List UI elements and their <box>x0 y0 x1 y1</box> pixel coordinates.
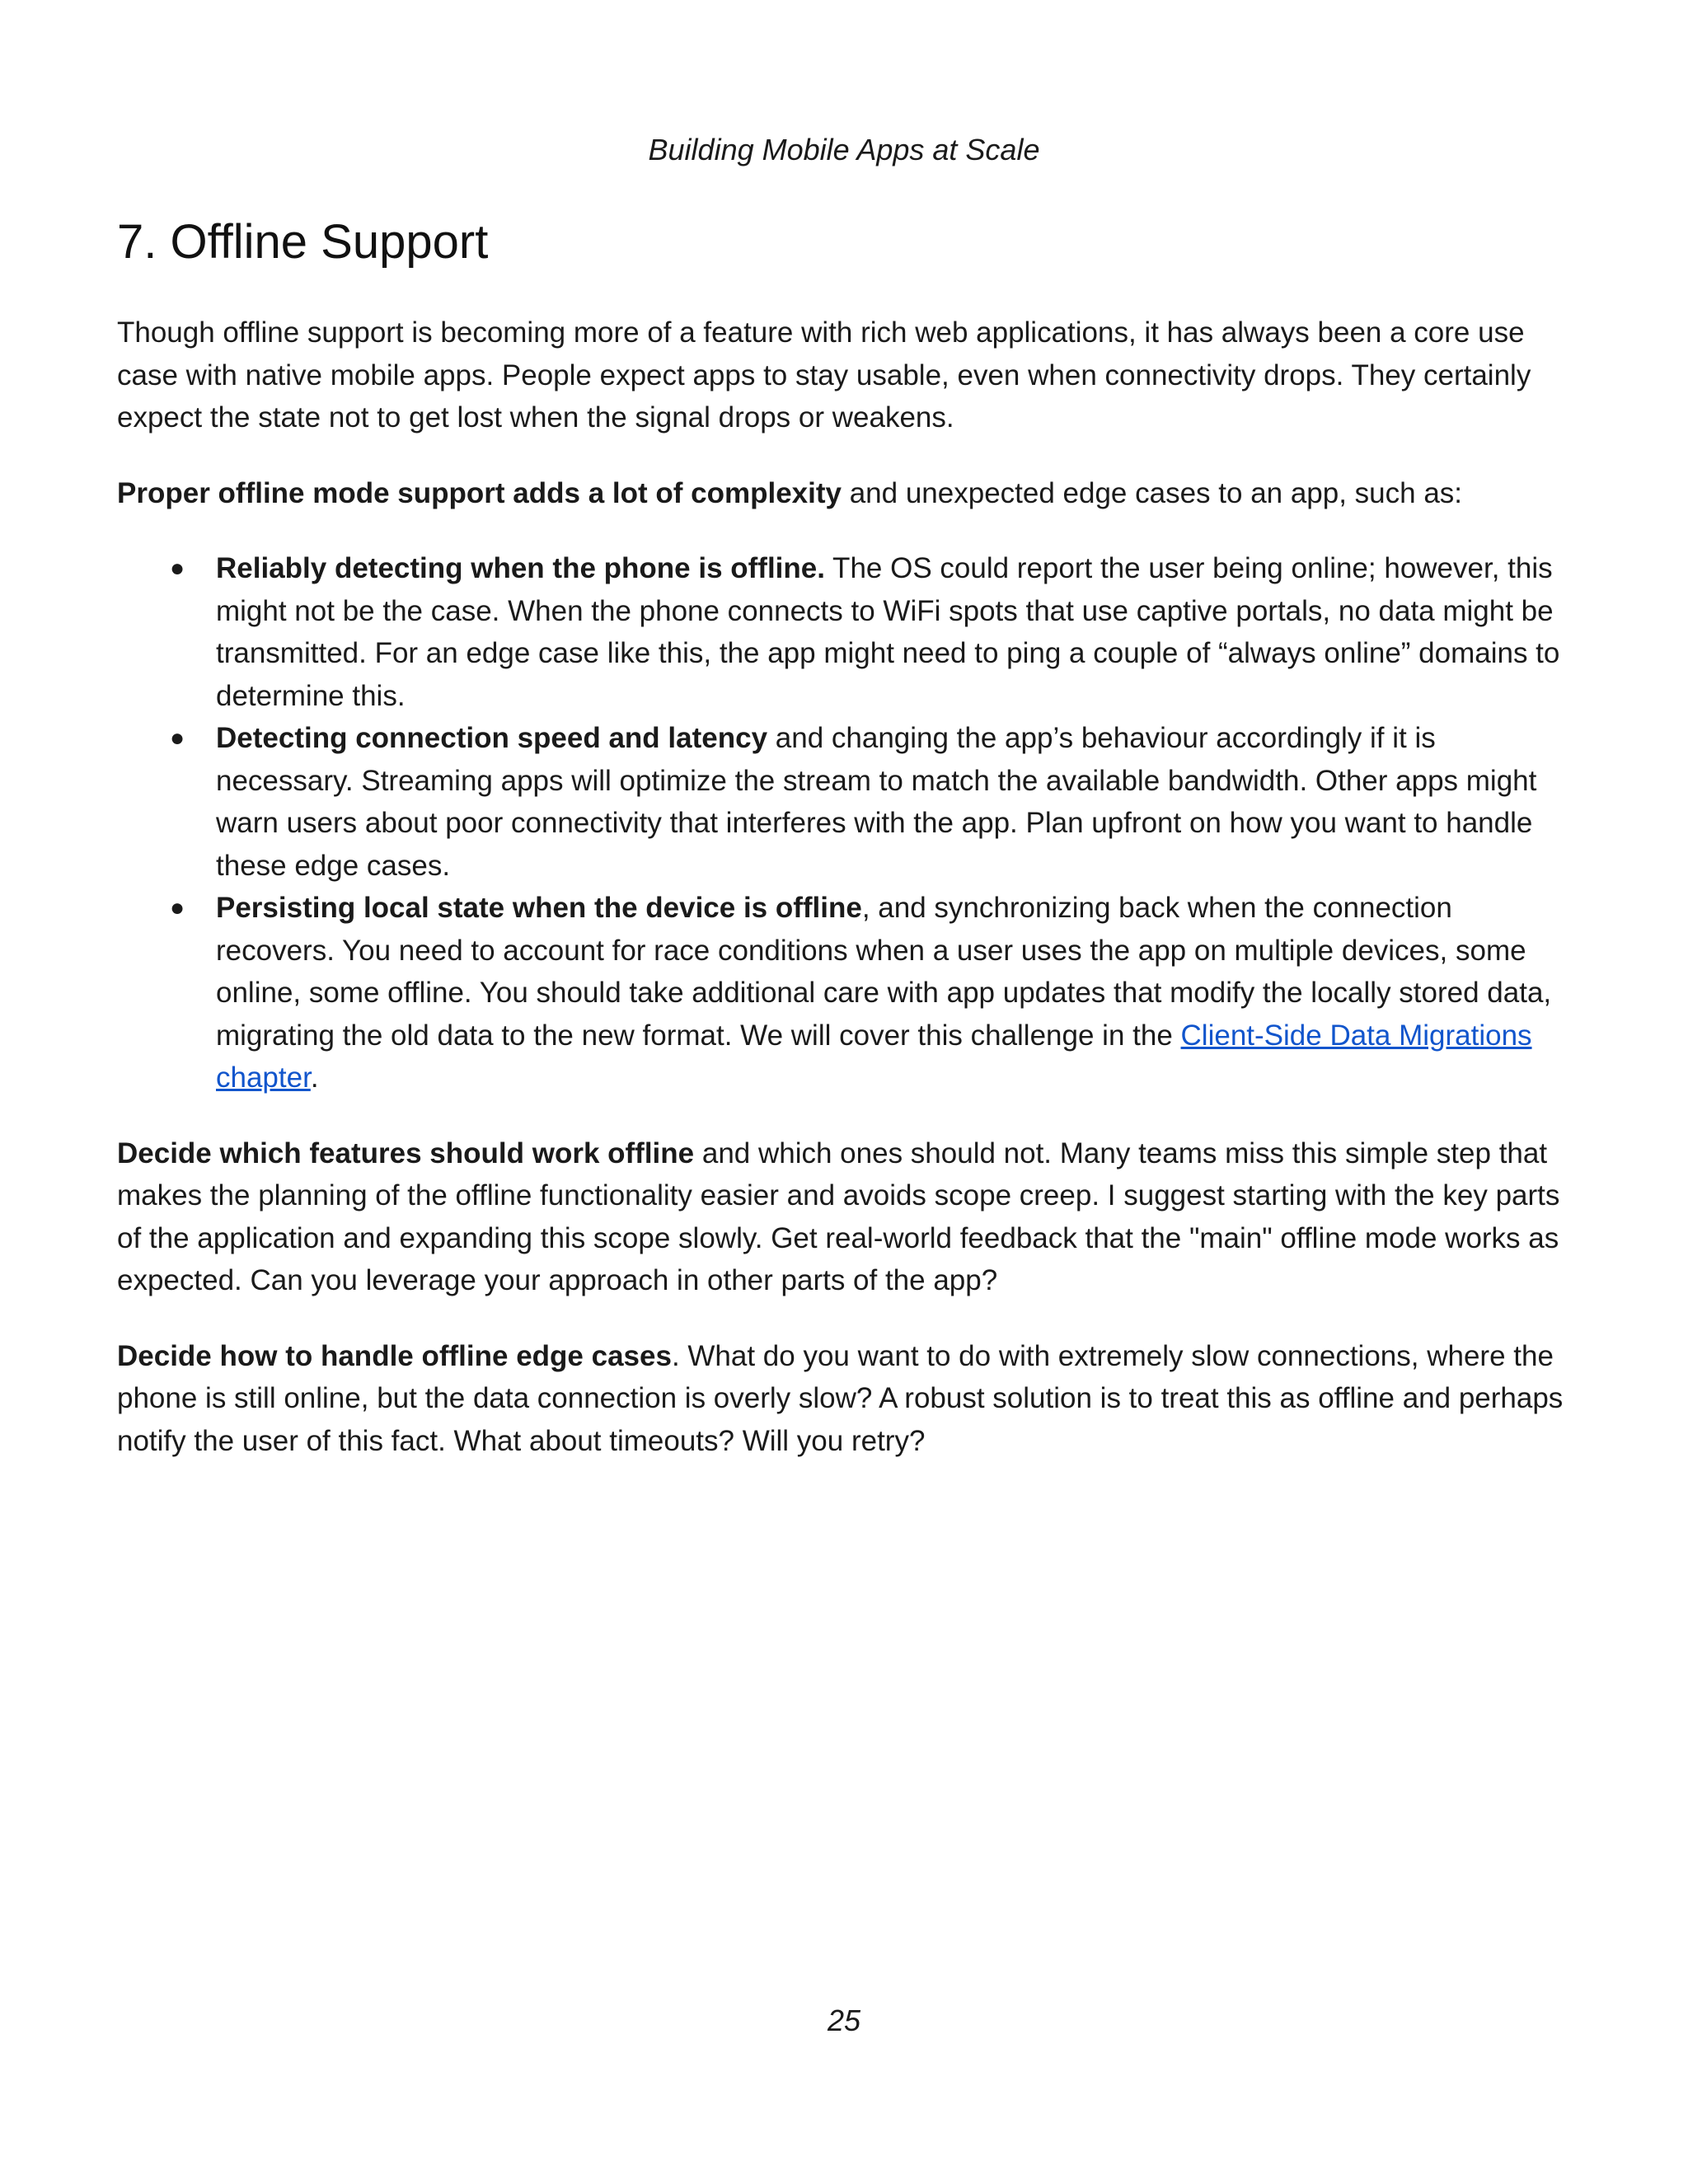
features-lead: Decide which features should work offline <box>117 1137 695 1169</box>
page-content <box>117 213 1568 1495</box>
list-item-lead: Persisting local state when the device is offline <box>216 892 862 924</box>
complexity-lead: Proper offline mode support adds a lot of complexity <box>117 476 842 509</box>
intro-paragraph: Though offline support is becoming more of a feature with rich web applications, it has always been a core use case with native mobile apps. People expect apps to stay usable, even when connectivity drops. They certainly expect the state not to get lost when the signal drops or weakens. <box>117 316 1531 434</box>
list-item-text: The OS could report the user being online; however, this might not be the case. When the phone connects to WiFi spots that use captive portals, no data might be transmitted. For an edge case like this, the app might need to ping a couple of “always online” domains to determine this. <box>216 552 1560 712</box>
list-item-text: and changing the app’s behaviour accordingly if it is necessary. Streaming apps will optimize the stream to match the available bandwidth. Other apps might warn users about poor connectivity that interferes with the app. Plan upfront on how you want to handle these edge cases. <box>216 722 1537 882</box>
features-paragraph <box>117 1132 1568 1302</box>
edge-cases-lead: Decide how to handle offline edge cases <box>117 1339 672 1372</box>
bullet-icon: ● <box>170 555 185 582</box>
bullet-icon: ● <box>170 724 185 752</box>
bullet-icon: ● <box>170 894 185 921</box>
chapter-title: 7. Offline Support <box>117 215 489 269</box>
edge-cases-rest: . What do you want to do with extremely slow connections, where the phone is still online, but the data connection is overly slow? A robust solution is to treat this as offline and perhaps notify the user of this fact. What about timeouts? Will you retry? <box>117 1339 1564 1457</box>
list-item-trailing: . <box>310 1062 319 1094</box>
edge-cases-paragraph <box>117 1335 1568 1463</box>
list-item <box>117 887 1568 1099</box>
page-number: 25 <box>827 2004 861 2037</box>
list-item-lead: Reliably detecting when the phone is offline. <box>216 552 825 584</box>
list-item <box>117 547 1568 717</box>
complexity-paragraph <box>117 472 1568 515</box>
list-item <box>117 717 1568 887</box>
edge-case-list <box>117 547 1568 1099</box>
complexity-rest: and unexpected edge cases to an app, such as: <box>841 476 1463 509</box>
list-item-text: , and synchronizing back when the connection recovers. You need to account for race conditions when a user uses the app on multiple devices, some online, some offline. You should take additional care with app updates that modify the locally stored data, migrating the old data to the new format. We will cover this challenge in the <box>216 892 1552 1052</box>
list-item-lead: Detecting connection speed and latency <box>216 722 768 754</box>
features-rest: and which ones should not. Many teams miss this simple step that makes the planning of the offline functionality easier and avoids scope creep. I suggest starting with the key parts of the application and expanding this scope slowly. Get real-world feedback that the "main" offline mode works as expected. Can you leverage your approach in other parts of the app? <box>117 1137 1560 1296</box>
running-header: Building Mobile Apps at Scale <box>648 133 1040 166</box>
data-migrations-chapter-link[interactable]: Client-Side Data Migrations chapter <box>216 1019 1532 1094</box>
